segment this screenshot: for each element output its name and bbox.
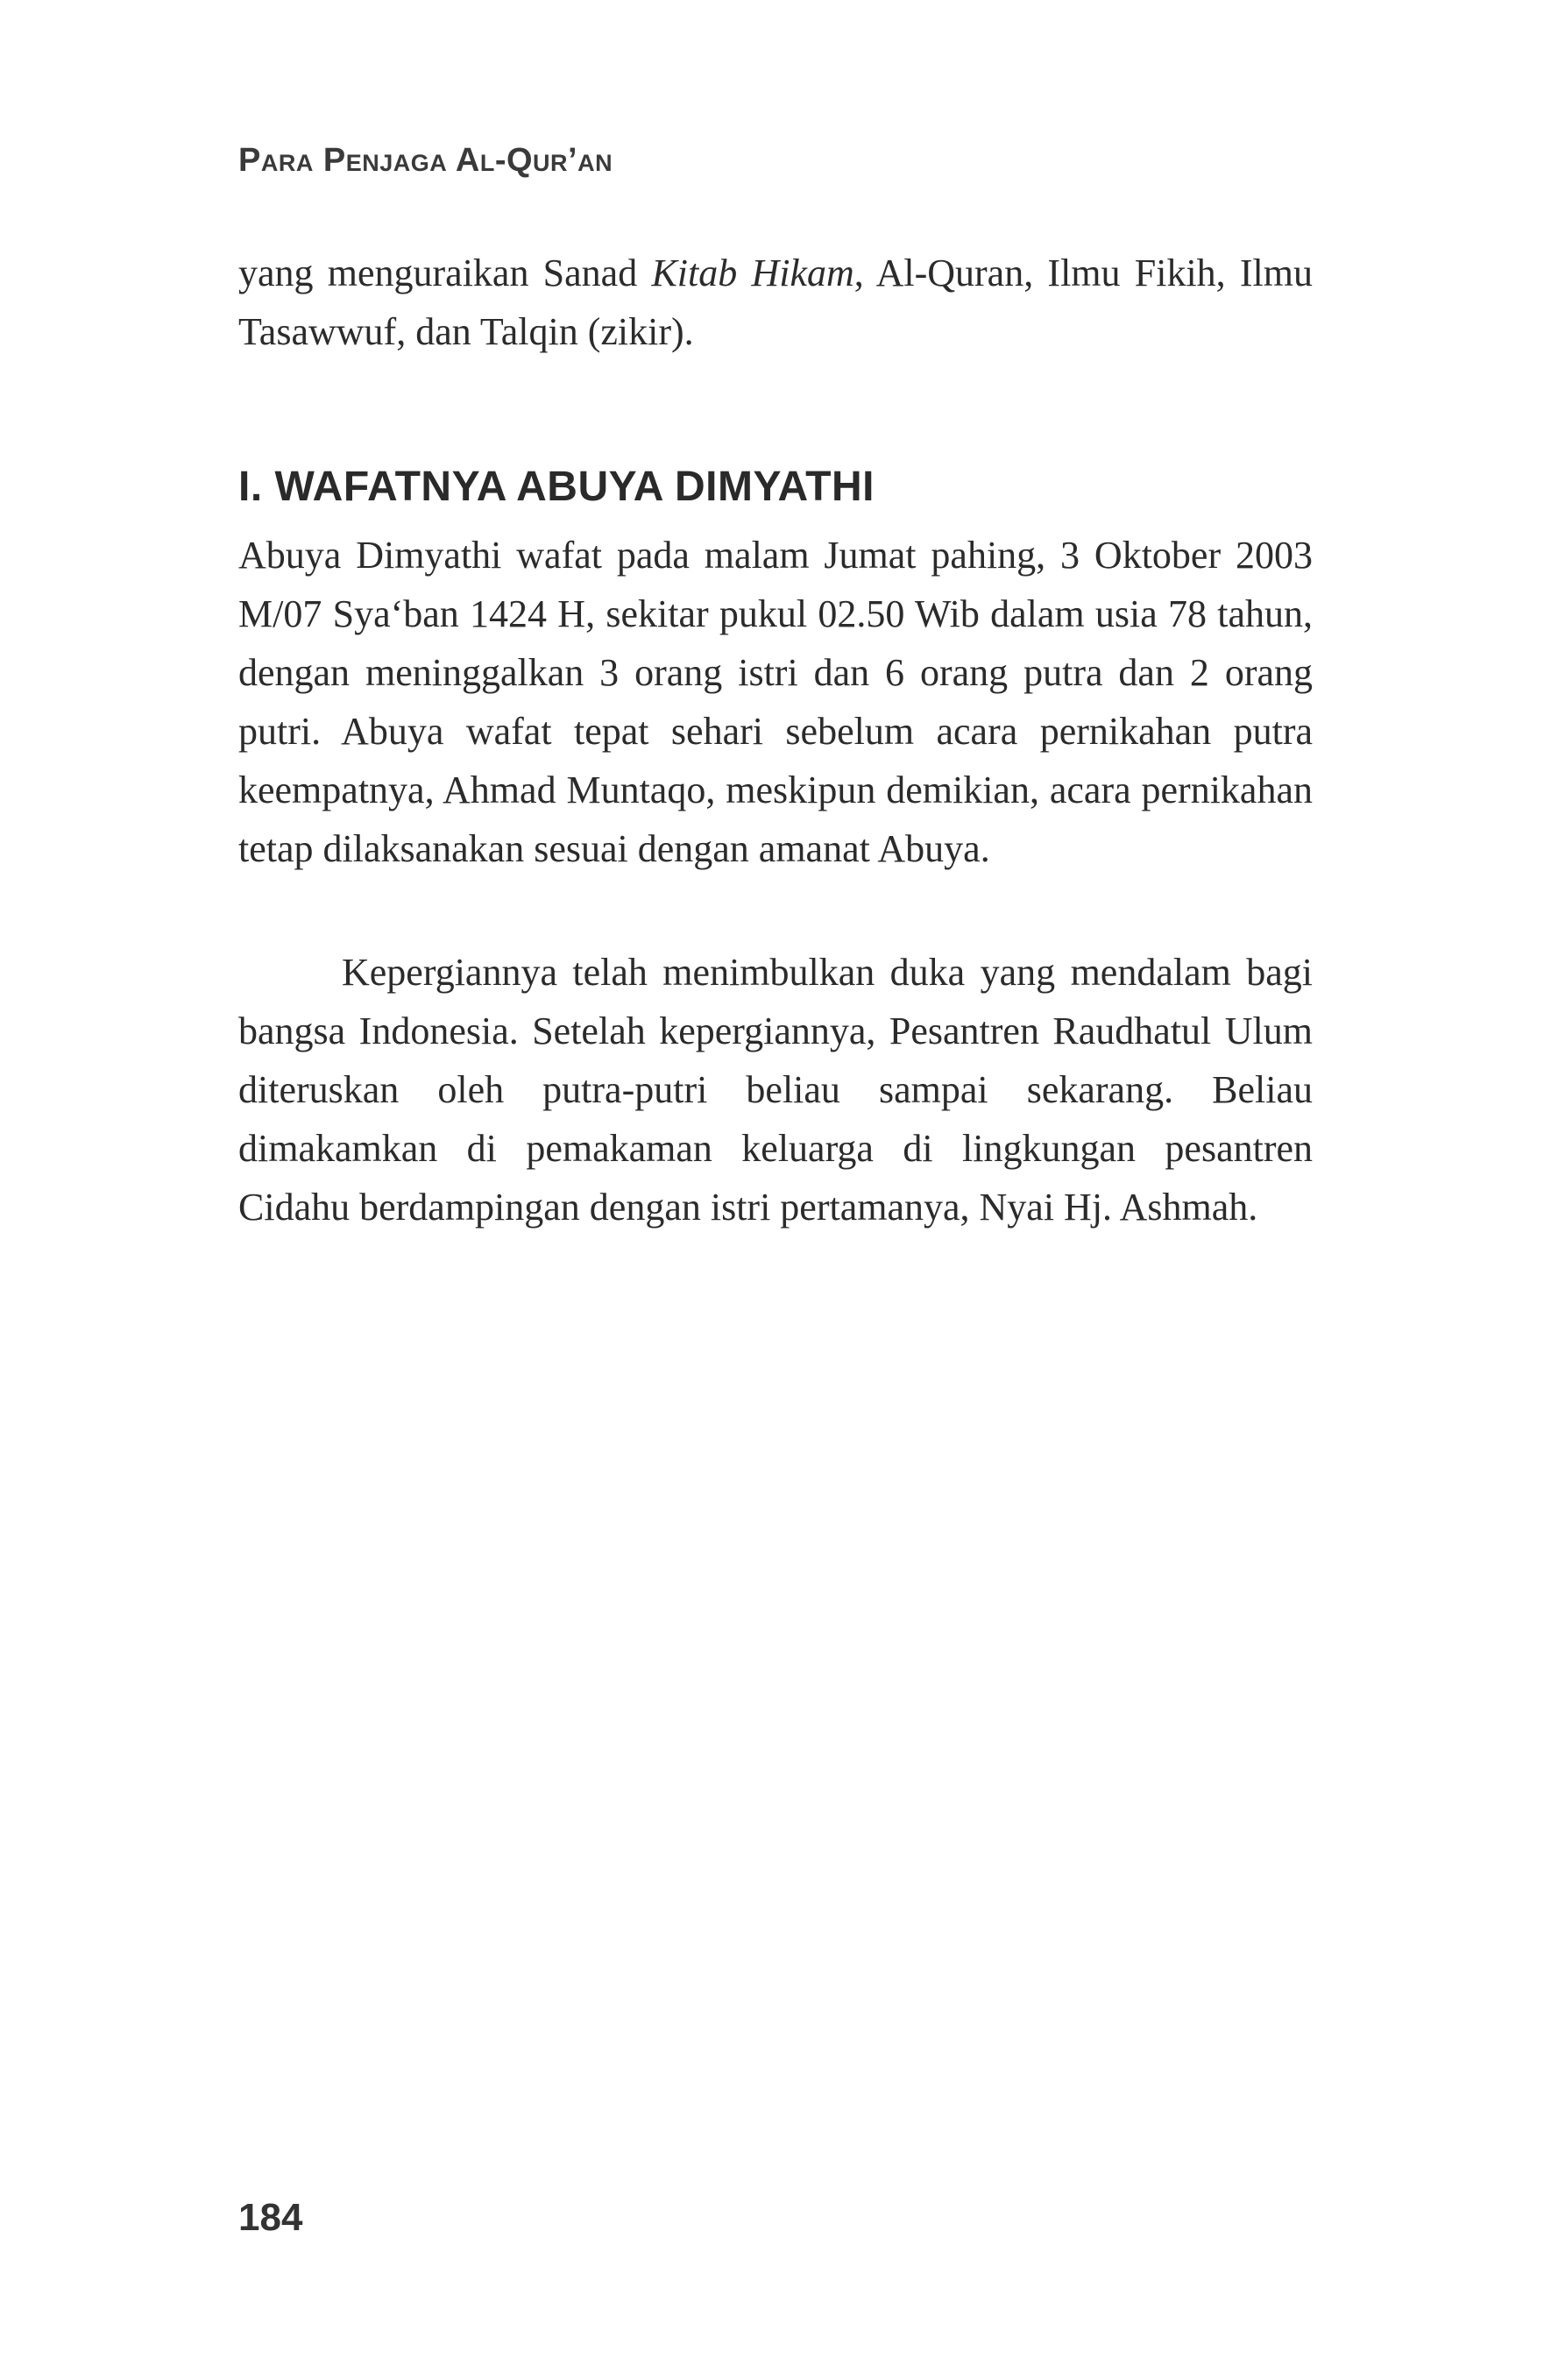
body-paragraph-2: Kepergiannya telah menimbulkan duka yang mendalam bagi bangsa Indonesia. Setelah kepergiannya, Pesantren Raudhatul Ulum diteruskan oleh putra-putri beliau sampai sekarang. Beliau dimakamkan di pemakaman keluarga di lingkungan pesantren Cidahu berdampingan dengan istri pertamanya, Nyai Hj. Ashmah. xyxy=(238,951,1313,1229)
section-heading: I. WAFATNYA ABUYA DIMYATHI xyxy=(238,464,875,510)
intro-paragraph xyxy=(238,244,1313,361)
intro-text-start: yang menguraikan Sanad xyxy=(238,251,652,294)
page-number: 184 xyxy=(238,2196,303,2239)
book-title: Kitab Hikam xyxy=(651,251,854,294)
running-head: Para Penjaga Al-Qur’an xyxy=(238,142,613,179)
intro-text-end: , Al-Quran, Ilmu Fikih, Ilmu Tasawwuf, dan Talqin (zikir). xyxy=(238,251,1313,353)
body-paragraph-1: Abuya Dimyathi wafat pada malam Jumat pahing, 3 Oktober 2003 M/07 Sya‘ban 1424 H, sekitar pukul 02.50 Wib dalam usia 78 tahun, dengan meninggalkan 3 orang istri dan 6 orang putra dan 2 orang putri. Abuya wafat tepat sehari sebelum acara pernikahan putra keempatnya, Ahmad Muntaqo, meskipun demikian, acara pernikahan tetap dilaksanakan sesuai dengan amanat Abuya. xyxy=(238,534,1313,870)
